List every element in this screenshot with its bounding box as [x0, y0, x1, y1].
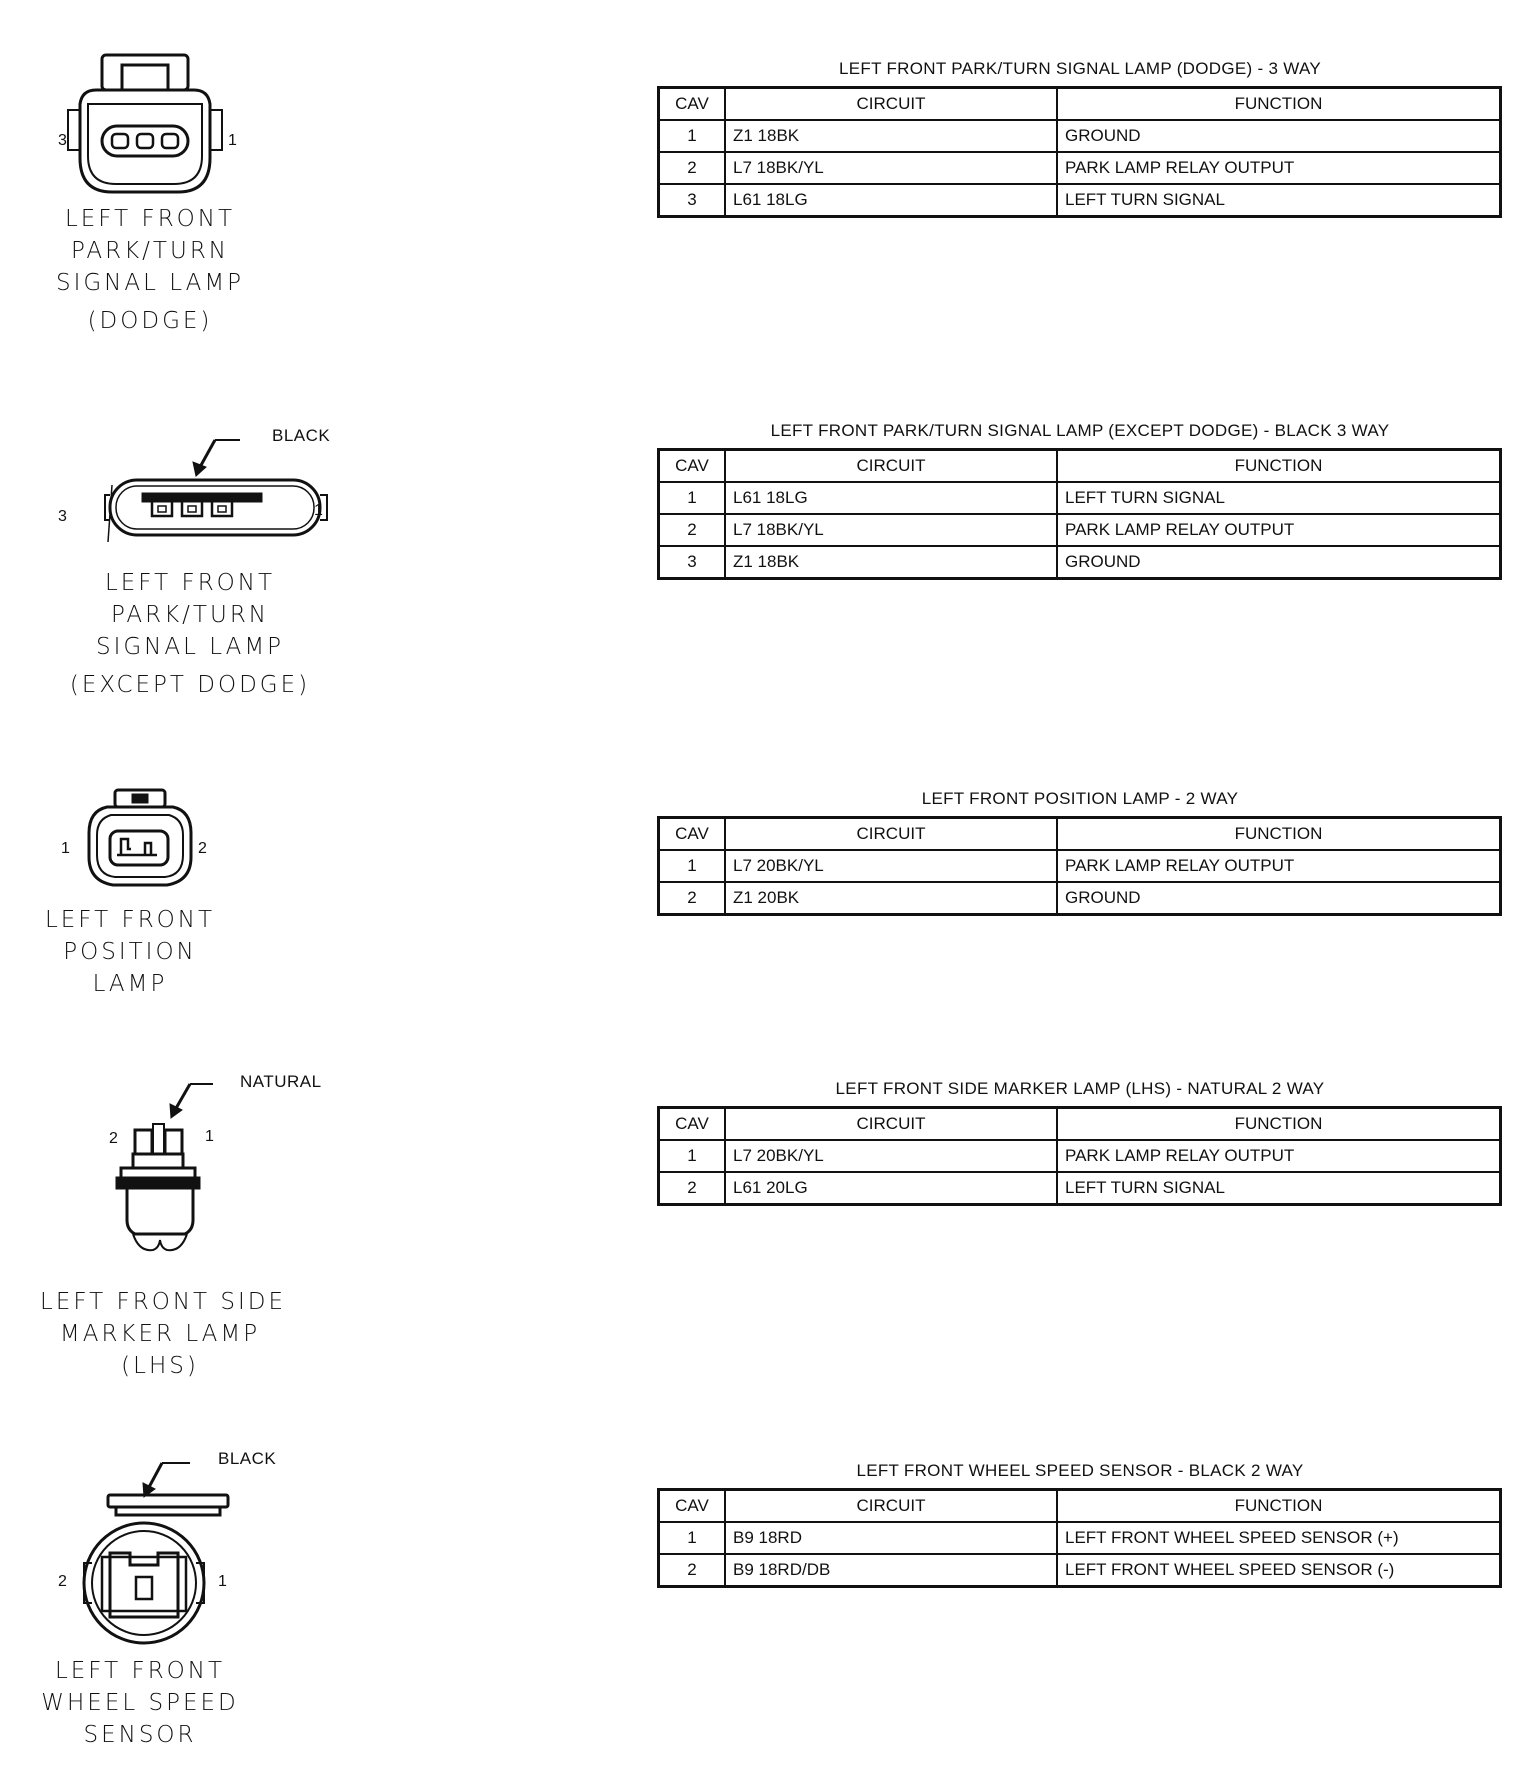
connector-section-3 — [0, 770, 1536, 1030]
connector-name-line: MARKER LAMP — [59, 1321, 261, 1347]
connector-section-1 — [0, 0, 1536, 360]
connector-name-line: SIGNAL LAMP — [55, 270, 245, 296]
connector-name — [20, 904, 240, 1000]
table-title: LEFT FRONT PARK/TURN SIGNAL LAMP (EXCEPT DODGE) - BLACK 3 WAY — [770, 421, 1390, 440]
circuit-cell: L7 20BK/YL — [725, 850, 1057, 882]
table-header-row — [659, 818, 1501, 851]
pin-label-left: 3 — [58, 132, 67, 149]
table-row — [659, 152, 1501, 184]
connector-name — [40, 1286, 287, 1382]
circuit-cell: L7 18BK/YL — [725, 152, 1057, 184]
table-title: LEFT FRONT SIDE MARKER LAMP (LHS) - NATURAL 2 WAY — [835, 1079, 1325, 1098]
table-row — [659, 1522, 1501, 1554]
circuit-cell: L7 18BK/YL — [725, 514, 1057, 546]
connector-section-4 — [0, 1060, 1536, 1390]
function-cell: PARK LAMP RELAY OUTPUT — [1057, 152, 1501, 184]
column-header-circuit: CIRCUIT — [725, 818, 1057, 851]
column-header-function: FUNCTION — [1057, 450, 1501, 483]
connector-drawing-3 — [55, 785, 235, 895]
cav-cell: 1 — [659, 850, 726, 882]
column-header-function: FUNCTION — [1057, 818, 1501, 851]
table-title: LEFT FRONT POSITION LAMP - 2 WAY — [921, 789, 1239, 808]
connector-name — [20, 1655, 260, 1751]
circuit-cell: B9 18RD/DB — [725, 1554, 1057, 1587]
connector-name-line: LEFT FRONT — [64, 206, 236, 232]
table-row — [659, 1172, 1501, 1205]
function-cell: PARK LAMP RELAY OUTPUT — [1057, 514, 1501, 546]
circuit-cell: B9 18RD — [725, 1522, 1057, 1554]
bulb-socket-connector-icon — [95, 1070, 335, 1270]
function-cell: LEFT TURN SIGNAL — [1057, 482, 1501, 514]
cav-cell: 2 — [659, 882, 726, 915]
cav-cell: 2 — [659, 1172, 726, 1205]
function-cell: PARK LAMP RELAY OUTPUT — [1057, 850, 1501, 882]
table-row — [659, 184, 1501, 217]
cav-cell: 1 — [659, 482, 726, 514]
connector-name-line: LEFT FRONT — [54, 1658, 226, 1684]
table-row — [659, 514, 1501, 546]
column-header-circuit: CIRCUIT — [725, 1490, 1057, 1523]
pin-label-right: 1 — [314, 502, 323, 519]
circuit-cell: Z1 18BK — [725, 546, 1057, 579]
column-header-circuit: CIRCUIT — [725, 1108, 1057, 1141]
connector-color-label: BLACK — [272, 426, 331, 445]
pin-label-right: 1 — [218, 1573, 227, 1590]
table-header-row — [659, 1108, 1501, 1141]
connector-name-line: PARK/TURN — [110, 602, 269, 628]
function-cell: GROUND — [1057, 120, 1501, 152]
pin-label-right: 1 — [205, 1128, 214, 1145]
table-row — [659, 882, 1501, 915]
function-cell: GROUND — [1057, 882, 1501, 915]
circuit-cell: Z1 18BK — [725, 120, 1057, 152]
table-row — [659, 482, 1501, 514]
cav-cell: 3 — [659, 546, 726, 579]
table-title: LEFT FRONT PARK/TURN SIGNAL LAMP (DODGE) - 3 WAY — [839, 59, 1321, 78]
cav-cell: 1 — [659, 120, 726, 152]
column-header-cav: CAV — [659, 818, 726, 851]
connector-drawing-5 — [50, 1445, 300, 1655]
connector-color-label: NATURAL — [240, 1072, 322, 1091]
connector-color-label: BLACK — [218, 1449, 277, 1468]
cav-cell: 2 — [659, 1554, 726, 1587]
connector-section-2 — [0, 400, 1536, 730]
table-row — [659, 850, 1501, 882]
table-header-row — [659, 450, 1501, 483]
connector-section-5 — [0, 1440, 1536, 1770]
connector-drawing-4 — [95, 1070, 335, 1270]
table-header-row — [659, 1490, 1501, 1523]
circuit-cell: L61 18LG — [725, 482, 1057, 514]
two-way-connector-icon — [55, 785, 235, 895]
circuit-cell: Z1 20BK — [725, 882, 1057, 915]
connector-name-line: LEFT FRONT — [44, 907, 216, 933]
connector-name-line: PARK/TURN — [70, 238, 229, 264]
column-header-cav: CAV — [659, 88, 726, 121]
circuit-cell: L61 20LG — [725, 1172, 1057, 1205]
circuit-cell: L61 18LG — [725, 184, 1057, 217]
column-header-cav: CAV — [659, 450, 726, 483]
function-cell: PARK LAMP RELAY OUTPUT — [1057, 1140, 1501, 1172]
connector-name — [60, 567, 320, 701]
column-header-circuit: CIRCUIT — [725, 450, 1057, 483]
function-cell: GROUND — [1057, 546, 1501, 579]
function-cell: LEFT TURN SIGNAL — [1057, 184, 1501, 217]
pin-label-left: 3 — [58, 508, 67, 525]
table-row — [659, 1554, 1501, 1587]
column-header-cav: CAV — [659, 1108, 726, 1141]
column-header-function: FUNCTION — [1057, 1108, 1501, 1141]
table-row — [659, 1140, 1501, 1172]
cav-cell: 2 — [659, 514, 726, 546]
pinout-table — [657, 448, 1502, 580]
column-header-cav: CAV — [659, 1490, 726, 1523]
cav-cell: 2 — [659, 152, 726, 184]
function-cell: LEFT TURN SIGNAL — [1057, 1172, 1501, 1205]
pinout-table — [657, 86, 1502, 218]
table-row — [659, 120, 1501, 152]
column-header-circuit: CIRCUIT — [725, 88, 1057, 121]
pinout-table — [657, 1106, 1502, 1206]
connector-drawing-1 — [60, 50, 260, 200]
table-header-row — [659, 88, 1501, 121]
connector-name-line: LEFT FRONT — [104, 570, 276, 596]
connector-name-line: LAMP — [92, 971, 168, 997]
connector-name-line: (DODGE) — [87, 308, 213, 334]
connector-name-line: (LHS) — [121, 1353, 199, 1379]
column-header-function: FUNCTION — [1057, 1490, 1501, 1523]
pin-label-left: 2 — [58, 1573, 67, 1590]
connector-drawing-2 — [50, 410, 340, 550]
circuit-cell: L7 20BK/YL — [725, 1140, 1057, 1172]
cav-cell: 3 — [659, 184, 726, 217]
connector-name-line: (EXCEPT DODGE) — [69, 672, 311, 698]
column-header-function: FUNCTION — [1057, 88, 1501, 121]
table-title: LEFT FRONT WHEEL SPEED SENSOR - BLACK 2 WAY — [856, 1461, 1304, 1480]
wheel-speed-sensor-connector-icon — [50, 1445, 300, 1655]
pinout-table — [657, 1488, 1502, 1588]
connector-name-line: WHEEL SPEED — [41, 1690, 239, 1716]
pin-label-right: 1 — [228, 132, 237, 149]
connector-name-line: POSITION — [63, 939, 197, 965]
pin-label-left: 2 — [109, 1130, 118, 1147]
connector-name-line: SENSOR — [83, 1722, 197, 1748]
connector-name-line: SIGNAL LAMP — [95, 634, 285, 660]
cav-cell: 1 — [659, 1140, 726, 1172]
function-cell: LEFT FRONT WHEEL SPEED SENSOR (-) — [1057, 1554, 1501, 1587]
three-way-connector-icon — [60, 50, 260, 200]
connector-name — [30, 203, 270, 337]
pinout-table — [657, 816, 1502, 916]
connector-name-line: LEFT FRONT SIDE — [40, 1289, 287, 1315]
table-row — [659, 546, 1501, 579]
pin-label-left: 1 — [61, 840, 70, 857]
function-cell: LEFT FRONT WHEEL SPEED SENSOR (+) — [1057, 1522, 1501, 1554]
cav-cell: 1 — [659, 1522, 726, 1554]
pin-label-right: 2 — [198, 840, 207, 857]
